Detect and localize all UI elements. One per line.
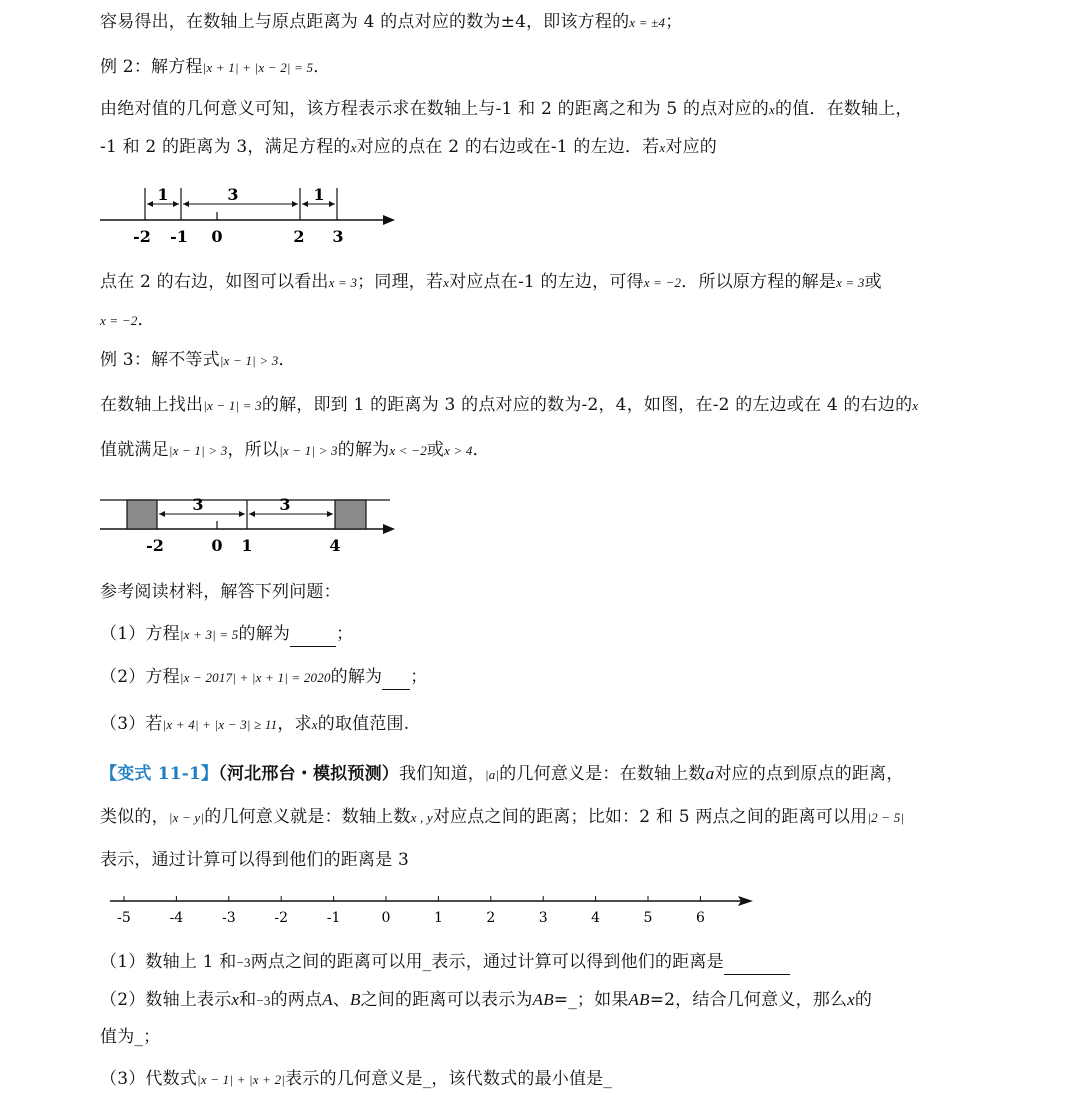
math-expr: |x − 2017| + |x + 1| = 2020 — [179, 670, 331, 685]
math-var: B — [350, 990, 361, 1009]
question-3 — [100, 712, 409, 737]
axis-label: -5 — [117, 910, 131, 926]
math-expr: x , y — [410, 810, 433, 825]
example-2-para-4 — [100, 308, 155, 333]
math-expr: |x − y| — [168, 810, 205, 825]
tick-label: 2 — [293, 227, 305, 246]
math-expr: |2 − 5| — [867, 810, 905, 825]
example-3-para-1 — [100, 393, 918, 418]
segment-label: 1 — [313, 185, 325, 204]
math-expr: |a| — [484, 767, 500, 782]
math-expr: x = ±4 — [629, 15, 666, 30]
answer-blank[interactable] — [382, 665, 410, 690]
text: 、 — [332, 990, 351, 1010]
tick-label: -1 — [170, 227, 188, 246]
text: 对应点之间的距离；比如：2 和 5 两点之间的距离可以用 — [432, 807, 868, 827]
math-expr: |x + 3| = 5 — [179, 627, 239, 642]
segment-label: 1 — [157, 185, 169, 204]
answer-blank[interactable] — [290, 622, 336, 647]
number-line-figure-1 — [95, 180, 405, 250]
math-expr: |x + 4| + |x − 3| ≥ 11 — [162, 717, 278, 732]
tick-label: 4 — [329, 536, 341, 555]
math-expr: x < −2 — [389, 443, 427, 458]
text: 的两点 — [270, 990, 323, 1010]
example-2-para-2 — [100, 135, 717, 160]
text: 的解为 — [330, 667, 383, 687]
text: ． — [278, 350, 296, 370]
text: 或 — [864, 272, 882, 292]
segment-label: 3 — [227, 185, 239, 204]
text: ；同理，若 — [357, 272, 444, 292]
text: 对应的点在 2 的右边或在-1 的左边．若 — [356, 137, 660, 157]
variant-para-3 — [100, 848, 409, 872]
text: （3）若 — [100, 714, 163, 734]
variant-tag: 【变式 11-1】 — [100, 764, 219, 784]
tick-label: -2 — [146, 536, 164, 555]
math-var: x — [847, 990, 855, 1009]
example-2-para-3 — [100, 270, 882, 295]
text: 的解，即到 1 的距离为 3 的点对应的数为-2，4，如图，在-2 的左边或在 4 的右边的 — [261, 395, 913, 415]
tick-label: 1 — [241, 536, 253, 555]
text: 的几何意义是：在数轴上数 — [499, 764, 706, 784]
text: 的取值范围. — [317, 714, 410, 734]
sub-question-3 — [100, 1067, 612, 1092]
text: 表示的几何意义是_，该代数式的最小值是_ — [285, 1069, 613, 1089]
text: 的解为 — [337, 440, 390, 460]
text: 的解为 — [238, 624, 291, 644]
shaded-region-right — [335, 500, 366, 529]
text: （3）代数式 — [100, 1069, 198, 1089]
text: 的几何意义就是：数轴上数 — [204, 807, 411, 827]
text: ； — [665, 12, 683, 32]
sub-question-2 — [100, 988, 872, 1013]
axis-label: -4 — [169, 910, 184, 926]
math-expr: x = −2 — [100, 313, 138, 328]
example-2-title — [100, 55, 330, 80]
axis-label: 6 — [695, 910, 705, 926]
math-expr: x > 4 — [444, 443, 473, 458]
math-expr: x = 3 — [836, 275, 865, 290]
text: （1）方程 — [100, 624, 180, 644]
question-2 — [100, 665, 427, 690]
question-1 — [100, 622, 353, 647]
math-var: x — [350, 140, 357, 155]
example-3-title — [100, 348, 296, 373]
math-expr: |x + 1| + |x − 2| = 5 — [202, 60, 314, 75]
tick-label: 0 — [211, 536, 223, 555]
text: 两点之间的距离可以用_表示，通过计算可以得到他们的距离是 — [250, 952, 724, 972]
axis-label: 5 — [643, 910, 653, 926]
math-var: x — [443, 275, 450, 290]
axis-label: -2 — [274, 910, 289, 926]
tick-label: 3 — [332, 227, 344, 246]
math-var: x — [311, 717, 318, 732]
math-expr: x = −2 — [643, 275, 682, 290]
shaded-region-left — [127, 500, 157, 529]
text: （2）方程 — [100, 667, 180, 687]
math-expr: −3 — [256, 993, 271, 1008]
text: 我们知道， — [398, 764, 485, 784]
variant-source: （河北邢台・模拟预测） — [218, 764, 399, 784]
number-line-figure-2 — [95, 488, 405, 560]
text: 或 — [426, 440, 445, 460]
sub-question-1 — [100, 950, 790, 975]
text: ； — [410, 667, 428, 687]
questions-intro — [100, 580, 341, 604]
math-expr: −3 — [236, 955, 251, 970]
text: （1）数轴上 1 和 — [100, 952, 237, 972]
sub-question-2-cont — [100, 1025, 160, 1049]
text: 值为_； — [100, 1027, 161, 1047]
math-expr: |x − 1| > 3 — [219, 353, 279, 368]
math-var: AB — [628, 990, 650, 1009]
text: 点在 2 的右边，如图可以看出 — [100, 272, 329, 292]
text: （2）数轴上表示 — [100, 990, 232, 1010]
segment-label: 3 — [192, 495, 204, 514]
math-expr: |x − 1| + |x + 2| — [197, 1072, 286, 1087]
math-var: A — [322, 990, 333, 1009]
text: -1 和 2 的距离为 3，满足方程的 — [100, 137, 351, 157]
text: =_；如果 — [553, 990, 629, 1010]
text: 之间的距离可以表示为 — [360, 990, 533, 1010]
axis-label: 1 — [433, 910, 443, 926]
math-expr: |x − 1| = 3 — [203, 398, 262, 413]
text: 对应的点到原点的距离， — [714, 764, 904, 784]
axis-label: 3 — [538, 910, 548, 926]
intro-line — [100, 10, 682, 35]
text: 表示，通过计算可以得到他们的距离是 3 — [100, 850, 410, 870]
number-line-figure-3 — [105, 888, 765, 928]
axis-label: 2 — [486, 910, 496, 926]
text: 对应点在-1 的左边，可得 — [449, 272, 644, 292]
text: 在数轴上找出 — [100, 395, 204, 415]
text: 例 3：解不等式 — [100, 350, 220, 370]
math-var: a — [705, 764, 715, 783]
math-expr: |x − 1| > 3 — [279, 443, 338, 458]
text: ．所以原方程的解是 — [681, 272, 837, 292]
axis-label: -1 — [326, 910, 341, 926]
axis-label: -3 — [221, 910, 236, 926]
arrow-head-icon — [383, 524, 395, 534]
example-2-para-1 — [100, 97, 913, 122]
text: 容易得出，在数轴上与原点距离为 4 的点对应的数为±4，即该方程的 — [100, 12, 630, 32]
tick-label: 0 — [211, 227, 223, 246]
text: 的 — [854, 990, 873, 1010]
text: 和 — [239, 990, 257, 1010]
text: 值就满足 — [100, 440, 169, 460]
math-var: x — [769, 102, 775, 117]
text: 例 2：解方程 — [100, 57, 203, 77]
math-var: x — [659, 140, 666, 155]
text: ． — [313, 57, 331, 77]
math-var: x — [231, 990, 240, 1009]
math-var: AB — [532, 990, 554, 1009]
text: ，所以 — [227, 440, 280, 460]
axis-label: 0 — [381, 910, 391, 926]
math-var: x — [912, 398, 919, 413]
example-3-para-2 — [100, 438, 490, 463]
variant-para-2 — [100, 805, 904, 830]
arrow-head-icon — [383, 215, 395, 225]
text: 参考阅读材料，解答下列问题： — [100, 582, 341, 602]
math-expr: |x − 1| > 3 — [168, 443, 228, 458]
text: ； — [336, 624, 354, 644]
text: 由绝对值的几何意义可知，该方程表示求在数轴上与-1 和 2 的距离之和为 5 的点对应的 — [100, 99, 770, 119]
text: ． — [137, 310, 155, 330]
tick-label: -2 — [133, 227, 151, 246]
text: 的值．在数轴上， — [775, 99, 913, 119]
math-expr: x = 3 — [328, 275, 358, 290]
variant-para-1 — [100, 762, 904, 787]
text: ． — [472, 440, 490, 460]
segment-label: 3 — [279, 495, 291, 514]
axis-label: 4 — [591, 910, 601, 926]
text: 类似的， — [100, 807, 169, 827]
text: ，求 — [277, 714, 312, 734]
answer-blank[interactable] — [724, 950, 790, 975]
text: =2，结合几何意义，那么 — [649, 990, 848, 1010]
text: 对应的 — [665, 137, 717, 157]
